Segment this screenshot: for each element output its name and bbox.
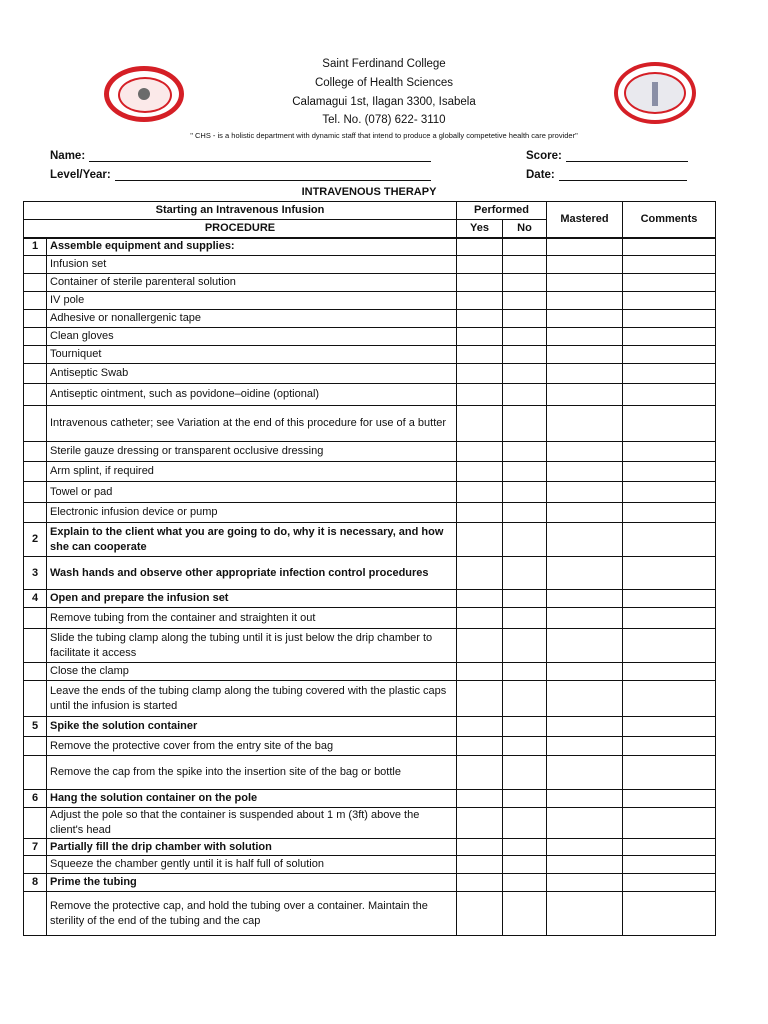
mastered-cell[interactable] — [547, 274, 623, 292]
yes-cell[interactable] — [457, 384, 503, 406]
date-label: Date: — [526, 169, 555, 181]
comments-cell[interactable] — [623, 808, 716, 839]
procedure-text: Prime the tubing — [47, 874, 457, 892]
yes-cell[interactable] — [457, 629, 503, 663]
procedure-text: Squeeze the chamber gently until it is half full of solution — [47, 856, 457, 874]
mastered-cell[interactable] — [547, 482, 623, 503]
table-row — [24, 274, 716, 292]
date-blank-line[interactable] — [559, 170, 687, 181]
step-number — [24, 482, 47, 503]
no-cell[interactable] — [503, 717, 547, 737]
comments-cell[interactable] — [623, 629, 716, 663]
level-blank-line[interactable] — [115, 170, 431, 181]
step-number — [24, 756, 47, 790]
no-cell[interactable] — [503, 503, 547, 523]
yes-cell[interactable] — [457, 523, 503, 557]
mastered-cell[interactable] — [547, 364, 623, 384]
no-cell[interactable] — [503, 406, 547, 442]
no-cell[interactable] — [503, 663, 547, 681]
procedure-text: Close the clamp — [47, 663, 457, 681]
no-cell[interactable] — [503, 892, 547, 936]
procedure-text: Assemble equipment and supplies: — [47, 238, 457, 256]
name-field — [50, 150, 431, 162]
yes-cell[interactable] — [457, 482, 503, 503]
comments-cell[interactable] — [623, 482, 716, 503]
comments-cell[interactable] — [623, 310, 716, 328]
table-row — [24, 663, 716, 681]
no-cell[interactable] — [503, 523, 547, 557]
mastered-cell[interactable] — [547, 590, 623, 608]
comments-cell[interactable] — [623, 874, 716, 892]
yes-cell[interactable] — [457, 839, 503, 856]
no-cell[interactable] — [503, 874, 547, 892]
sheet-title: INTRAVENOUS THERAPY — [301, 186, 437, 198]
no-cell[interactable] — [503, 856, 547, 874]
mastered-cell[interactable] — [547, 608, 623, 629]
no-cell[interactable] — [503, 557, 547, 590]
mastered-cell[interactable] — [547, 462, 623, 482]
step-number: 1 — [24, 238, 47, 256]
procedure-text: Slide the tubing clamp along the tubing until it is just below the drip chamber to facilitate it access — [47, 629, 457, 663]
table-row — [24, 406, 716, 442]
no-cell[interactable] — [503, 256, 547, 274]
mastered-cell[interactable] — [547, 238, 623, 256]
yes-cell[interactable] — [457, 717, 503, 737]
comments-cell[interactable] — [623, 384, 716, 406]
step-number — [24, 256, 47, 274]
table-row — [24, 839, 716, 856]
step-number: 8 — [24, 874, 47, 892]
table-row — [24, 756, 716, 790]
comments-cell[interactable] — [623, 892, 716, 936]
mastered-header: Mastered — [547, 202, 623, 238]
level-label: Level/Year: — [50, 169, 111, 181]
step-number — [24, 681, 47, 717]
step-number: 6 — [24, 790, 47, 808]
procedure-text: Arm splint, if required — [47, 462, 457, 482]
step-number — [24, 384, 47, 406]
procedure-text: Antiseptic Swab — [47, 364, 457, 384]
no-cell[interactable] — [503, 756, 547, 790]
comments-header: Comments — [623, 202, 716, 238]
mastered-cell[interactable] — [547, 503, 623, 523]
no-cell[interactable] — [503, 608, 547, 629]
step-number — [24, 503, 47, 523]
procedure-text: Leave the ends of the tubing clamp along the tubing covered with the plastic caps until the infusion is started — [47, 681, 457, 717]
yes-cell[interactable] — [457, 364, 503, 384]
table-row — [24, 346, 716, 364]
mastered-cell[interactable] — [547, 756, 623, 790]
table-row — [24, 292, 716, 310]
yes-cell[interactable] — [457, 292, 503, 310]
comments-cell[interactable] — [623, 590, 716, 608]
mastered-cell[interactable] — [547, 629, 623, 663]
table-row — [24, 717, 716, 737]
score-blank-line[interactable] — [566, 151, 688, 162]
yes-cell[interactable] — [457, 590, 503, 608]
step-number — [24, 274, 47, 292]
procedure-text: Sterile gauze dressing or transparent occlusive dressing — [47, 442, 457, 462]
procedure-text: Adhesive or nonallergenic tape — [47, 310, 457, 328]
performed-header: Performed — [457, 202, 547, 220]
no-cell[interactable] — [503, 292, 547, 310]
comments-cell[interactable] — [623, 274, 716, 292]
mastered-cell[interactable] — [547, 839, 623, 856]
mastered-cell[interactable] — [547, 384, 623, 406]
table-row — [24, 310, 716, 328]
yes-cell[interactable] — [457, 310, 503, 328]
mastered-cell[interactable] — [547, 681, 623, 717]
mastered-cell[interactable] — [547, 310, 623, 328]
procedure-text: Container of sterile parenteral solution — [47, 274, 457, 292]
step-number — [24, 442, 47, 462]
yes-cell[interactable] — [457, 856, 503, 874]
table-row — [24, 790, 716, 808]
yes-cell[interactable] — [457, 256, 503, 274]
table-row — [24, 328, 716, 346]
comments-cell[interactable] — [623, 856, 716, 874]
mastered-cell[interactable] — [547, 856, 623, 874]
score-field — [526, 150, 688, 162]
mastered-cell[interactable] — [547, 557, 623, 590]
procedure-text: Spike the solution container — [47, 717, 457, 737]
step-number — [24, 292, 47, 310]
step-number — [24, 462, 47, 482]
comments-cell[interactable] — [623, 681, 716, 717]
no-cell[interactable] — [503, 629, 547, 663]
procedure-text: Adjust the pole so that the container is suspended about 1 m (3ft) above the client's head — [47, 808, 457, 839]
procedure-text: Clean gloves — [47, 328, 457, 346]
yes-header: Yes — [457, 220, 503, 238]
table-row — [24, 462, 716, 482]
table-row — [24, 737, 716, 756]
address: Calamagui 1st, Ilagan 3300, Isabela — [292, 96, 476, 108]
step-number: 2 — [24, 523, 47, 557]
no-cell[interactable] — [503, 590, 547, 608]
table-row — [24, 482, 716, 503]
yes-cell[interactable] — [457, 608, 503, 629]
yes-cell[interactable] — [457, 557, 503, 590]
comments-cell[interactable] — [623, 256, 716, 274]
table-row — [24, 590, 716, 608]
table-row — [24, 238, 716, 256]
no-cell[interactable] — [503, 384, 547, 406]
comments-cell[interactable] — [623, 346, 716, 364]
no-cell[interactable] — [503, 346, 547, 364]
mastered-cell[interactable] — [547, 790, 623, 808]
mastered-cell[interactable] — [547, 523, 623, 557]
mastered-cell[interactable] — [547, 663, 623, 681]
comments-cell[interactable] — [623, 663, 716, 681]
table-row — [24, 608, 716, 629]
procedure-text: Remove the protective cover from the entry site of the bag — [47, 737, 457, 756]
comments-cell[interactable] — [623, 756, 716, 790]
mastered-cell[interactable] — [547, 808, 623, 839]
step-number: 5 — [24, 717, 47, 737]
task-header: Starting an Intravenous Infusion — [24, 202, 457, 220]
no-cell[interactable] — [503, 737, 547, 756]
procedure-text: Intravenous catheter; see Variation at the end of this procedure for use of a butter — [47, 406, 457, 442]
step-number — [24, 629, 47, 663]
step-number — [24, 856, 47, 874]
step-number — [24, 608, 47, 629]
comments-cell[interactable] — [623, 503, 716, 523]
mastered-cell[interactable] — [547, 737, 623, 756]
table-row — [24, 523, 716, 557]
mastered-cell[interactable] — [547, 256, 623, 274]
comments-cell[interactable] — [623, 238, 716, 256]
step-number — [24, 364, 47, 384]
procedure-header: PROCEDURE — [24, 220, 457, 238]
step-number: 3 — [24, 557, 47, 590]
phone: Tel. No. (078) 622- 3110 — [322, 114, 446, 126]
procedure-text: Wash hands and observe other appropriate infection control procedures — [47, 557, 457, 590]
yes-cell[interactable] — [457, 808, 503, 839]
table-row — [24, 384, 716, 406]
motto: " CHS - is a holistic department with dynamic staff that intend to produce a globally competetive health care provider" — [190, 131, 578, 140]
table-row — [24, 629, 716, 663]
table-row — [24, 892, 716, 936]
table-row — [24, 856, 716, 874]
step-number — [24, 663, 47, 681]
yes-cell[interactable] — [457, 328, 503, 346]
comments-cell[interactable] — [623, 328, 716, 346]
comments-cell[interactable] — [623, 364, 716, 384]
mastered-cell[interactable] — [547, 292, 623, 310]
no-cell[interactable] — [503, 462, 547, 482]
procedure-text: Electronic infusion device or pump — [47, 503, 457, 523]
yes-cell[interactable] — [457, 892, 503, 936]
procedure-text: Explain to the client what you are going to do, why it is necessary, and how she can cooperate — [47, 523, 457, 557]
procedure-text: Infusion set — [47, 256, 457, 274]
comments-cell[interactable] — [623, 523, 716, 557]
yes-cell[interactable] — [457, 503, 503, 523]
yes-cell[interactable] — [457, 406, 503, 442]
yes-cell[interactable] — [457, 874, 503, 892]
yes-cell[interactable] — [457, 737, 503, 756]
table-row — [24, 442, 716, 462]
no-header: No — [503, 220, 547, 238]
step-number — [24, 310, 47, 328]
table-row — [24, 503, 716, 523]
comments-cell[interactable] — [623, 737, 716, 756]
table-row — [24, 874, 716, 892]
mastered-cell[interactable] — [547, 442, 623, 462]
no-cell[interactable] — [503, 681, 547, 717]
name-blank-line[interactable] — [89, 151, 431, 162]
mastered-cell[interactable] — [547, 406, 623, 442]
comments-cell[interactable] — [623, 839, 716, 856]
no-cell[interactable] — [503, 310, 547, 328]
score-label: Score: — [526, 150, 562, 162]
yes-cell[interactable] — [457, 756, 503, 790]
step-number — [24, 328, 47, 346]
yes-cell[interactable] — [457, 681, 503, 717]
comments-cell[interactable] — [623, 442, 716, 462]
procedure-text: Partially fill the drip chamber with solution — [47, 839, 457, 856]
step-number — [24, 346, 47, 364]
no-cell[interactable] — [503, 790, 547, 808]
procedure-text: Open and prepare the infusion set — [47, 590, 457, 608]
procedure-text: Remove the protective cap, and hold the tubing over a container. Maintain the sterility of the end of the tubing and the cap — [47, 892, 457, 936]
step-number — [24, 737, 47, 756]
step-number — [24, 406, 47, 442]
mastered-cell[interactable] — [547, 874, 623, 892]
table-row — [24, 808, 716, 839]
comments-cell[interactable] — [623, 557, 716, 590]
no-cell[interactable] — [503, 442, 547, 462]
step-number: 7 — [24, 839, 47, 856]
yes-cell[interactable] — [457, 663, 503, 681]
procedure-text: Hang the solution container on the pole — [47, 790, 457, 808]
mastered-cell[interactable] — [547, 717, 623, 737]
checklist-rows — [24, 238, 716, 936]
table-row — [24, 256, 716, 274]
comments-cell[interactable] — [623, 462, 716, 482]
yes-cell[interactable] — [457, 346, 503, 364]
comments-cell[interactable] — [623, 608, 716, 629]
procedure-text: Tourniquet — [47, 346, 457, 364]
name-label: Name: — [50, 150, 86, 162]
step-number — [24, 892, 47, 936]
comments-cell[interactable] — [623, 292, 716, 310]
yes-cell[interactable] — [457, 462, 503, 482]
comments-cell[interactable] — [623, 406, 716, 442]
table-row — [24, 557, 716, 590]
no-cell[interactable] — [503, 364, 547, 384]
procedure-text: IV pole — [47, 292, 457, 310]
yes-cell[interactable] — [457, 442, 503, 462]
comments-cell[interactable] — [623, 717, 716, 737]
procedure-text: Remove the cap from the spike into the insertion site of the bag or bottle — [47, 756, 457, 790]
department-name: College of Health Sciences — [314, 77, 454, 89]
checklist-table — [23, 201, 716, 936]
procedure-text: Towel or pad — [47, 482, 457, 503]
yes-cell[interactable] — [457, 238, 503, 256]
step-number — [24, 808, 47, 839]
yes-cell[interactable] — [457, 790, 503, 808]
procedure-text: Remove tubing from the container and straighten it out — [47, 608, 457, 629]
no-cell[interactable] — [503, 482, 547, 503]
mastered-cell[interactable] — [547, 328, 623, 346]
no-cell[interactable] — [503, 808, 547, 839]
procedure-text: Antiseptic ointment, such as povidone–oidine (optional) — [47, 384, 457, 406]
college-name: Saint Ferdinand College — [322, 58, 446, 70]
no-cell[interactable] — [503, 238, 547, 256]
table-row — [24, 364, 716, 384]
table-row — [24, 681, 716, 717]
comments-cell[interactable] — [623, 790, 716, 808]
mastered-cell[interactable] — [547, 346, 623, 364]
no-cell[interactable] — [503, 274, 547, 292]
mastered-cell[interactable] — [547, 892, 623, 936]
step-number: 4 — [24, 590, 47, 608]
level-field — [50, 169, 431, 181]
no-cell[interactable] — [503, 839, 547, 856]
date-field — [526, 169, 687, 181]
yes-cell[interactable] — [457, 274, 503, 292]
no-cell[interactable] — [503, 328, 547, 346]
